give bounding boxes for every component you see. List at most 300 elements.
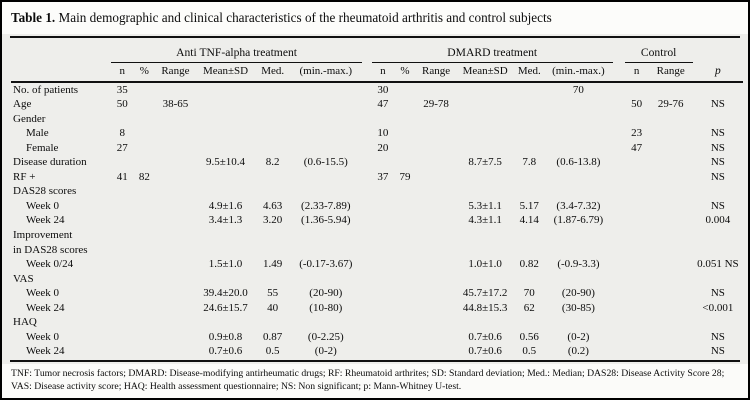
table-cell <box>514 228 544 243</box>
row-label: HAQ <box>13 316 37 329</box>
table-cell <box>514 112 544 127</box>
table-cell <box>416 170 456 185</box>
table-cell <box>256 82 290 98</box>
table-cell <box>155 301 195 316</box>
table-cell <box>290 126 362 141</box>
table-cell <box>133 257 155 272</box>
table-cell <box>195 82 255 98</box>
row-label: DAS28 scores <box>13 185 77 198</box>
table-cell: (0-2) <box>567 330 590 343</box>
table-cell <box>256 315 290 330</box>
table-row <box>11 301 743 316</box>
label-col-header <box>11 62 111 82</box>
spacer-cell <box>362 330 372 345</box>
table-cell <box>625 344 649 359</box>
table-row <box>11 97 743 112</box>
table-cell <box>133 228 155 243</box>
table-cell <box>693 315 743 330</box>
row-label: Week 0 <box>26 287 60 300</box>
table-cell <box>133 330 155 345</box>
table-cell <box>416 272 456 287</box>
table-cell <box>416 286 456 301</box>
table-cell <box>416 344 456 359</box>
table-cell <box>394 243 416 258</box>
table-cell <box>394 257 416 272</box>
table-cell <box>456 228 514 243</box>
table-cell: 30 <box>377 83 389 96</box>
table-cell: (-0.9-3.3) <box>557 258 600 271</box>
table-cell: NS <box>710 127 725 140</box>
table-cell <box>456 97 514 112</box>
table-cell <box>256 243 290 258</box>
table-cell: 45.7±17.2 <box>462 287 508 300</box>
table-cell: 47 <box>377 98 389 111</box>
table-cell <box>625 213 649 228</box>
table-cell: 0.051 NS <box>697 258 739 271</box>
table-cell: NS <box>710 98 725 111</box>
table-cell <box>625 272 649 287</box>
table-cell <box>155 243 195 258</box>
table-cell: 40 <box>267 301 279 314</box>
table-cell: 0.56 <box>519 330 539 343</box>
table-cell <box>625 257 649 272</box>
table-cell <box>372 286 394 301</box>
spacer-cell <box>613 112 625 127</box>
table-cell <box>155 155 195 170</box>
table-cell <box>625 315 649 330</box>
table-cell <box>394 112 416 127</box>
table-cell <box>133 155 155 170</box>
table-cell <box>133 301 155 316</box>
table-cell <box>625 170 649 185</box>
table-cell <box>133 199 155 214</box>
col-percent: % <box>133 62 155 82</box>
table-cell <box>544 228 612 243</box>
row-label: VAS <box>13 272 34 285</box>
spacer-cell <box>613 257 625 272</box>
table-cell <box>514 141 544 156</box>
table-cell <box>649 126 693 141</box>
table-cell: 0.004 <box>705 214 731 227</box>
table-cell: 41 <box>116 170 128 183</box>
table-header <box>11 44 743 82</box>
table-cell <box>693 243 743 258</box>
table-cell <box>111 286 133 301</box>
row-label: Week 24 <box>26 301 65 314</box>
table-row <box>11 344 743 359</box>
table-cell <box>456 243 514 258</box>
table-cell: 0.82 <box>519 258 539 271</box>
row-label: in DAS28 scores <box>13 243 88 256</box>
table-cell <box>195 272 255 287</box>
table-cell: (20-90) <box>309 287 343 300</box>
table-row <box>11 257 743 272</box>
table-cell: 7.8 <box>522 156 537 169</box>
table-cell: NS <box>710 170 725 183</box>
p-col-spacer <box>693 44 743 63</box>
table-cell: 82 <box>138 170 150 183</box>
table-cell <box>256 272 290 287</box>
col-mean-sd: Mean±SD <box>195 62 255 82</box>
table-cell: 4.14 <box>519 214 539 227</box>
table-cell: NS <box>710 156 725 169</box>
table-cell <box>372 272 394 287</box>
title-band <box>2 2 748 34</box>
col-min-max: (min.-max.) <box>544 62 612 82</box>
table-cell <box>416 243 456 258</box>
table-cell <box>394 330 416 345</box>
table-cell <box>456 184 514 199</box>
table-row <box>11 82 743 98</box>
table-cell <box>649 82 693 98</box>
table-cell: 23 <box>631 127 643 140</box>
table-cell: 50 <box>116 98 128 111</box>
table-cell: 1.0±1.0 <box>468 258 502 271</box>
table-cell: 44.8±15.3 <box>462 301 508 314</box>
table-cell: <0.001 <box>702 301 734 314</box>
table-cell <box>416 199 456 214</box>
table-cell <box>155 257 195 272</box>
table-cell: 20 <box>377 141 389 154</box>
table-cell <box>133 243 155 258</box>
table-cell <box>416 213 456 228</box>
table-cell <box>133 112 155 127</box>
table-cell <box>514 272 544 287</box>
group-anti-tnf: Anti TNF-alpha treatment <box>111 44 362 63</box>
table-cell <box>514 126 544 141</box>
spacer-cell <box>613 228 625 243</box>
table-cell <box>649 213 693 228</box>
row-label: Week 24 <box>26 214 65 227</box>
group-spacer <box>362 44 372 63</box>
table-cell <box>514 170 544 185</box>
table-cell <box>133 97 155 112</box>
spacer-cell <box>362 199 372 214</box>
table-cell <box>456 272 514 287</box>
table-cell <box>693 272 743 287</box>
table-row <box>11 330 743 345</box>
table-cell: 4.3±1.1 <box>468 214 502 227</box>
table-cell <box>649 286 693 301</box>
table-title <box>11 10 739 27</box>
table-cell: NS <box>710 345 725 358</box>
table-row <box>11 170 743 185</box>
table-cell <box>649 272 693 287</box>
table-cell <box>625 243 649 258</box>
table-cell <box>416 141 456 156</box>
table-cell <box>195 141 255 156</box>
table-cell: (0.2) <box>567 345 589 358</box>
table-cell <box>133 344 155 359</box>
spacer-cell <box>613 315 625 330</box>
table-cell <box>544 184 612 199</box>
demographics-table <box>11 44 743 359</box>
table-cell <box>416 330 456 345</box>
table-cell <box>111 301 133 316</box>
table-cell <box>290 97 362 112</box>
table-row <box>11 112 743 127</box>
table-cell <box>693 184 743 199</box>
table-cell <box>649 112 693 127</box>
group-spacer <box>613 62 625 82</box>
col-n: n <box>111 62 133 82</box>
table-cell <box>394 141 416 156</box>
table-cell <box>514 243 544 258</box>
table-cell <box>544 112 612 127</box>
table-cell: 5.3±1.1 <box>468 199 502 212</box>
table-cell: 3.4±1.3 <box>208 214 243 227</box>
table-cell <box>155 170 195 185</box>
table-cell <box>133 315 155 330</box>
spacer-cell <box>362 170 372 185</box>
table-cell <box>649 228 693 243</box>
table-cell: 0.87 <box>263 330 283 343</box>
table-cell <box>649 141 693 156</box>
table-cell: 37 <box>377 170 389 183</box>
col-n: n <box>372 62 394 82</box>
table-cell <box>133 126 155 141</box>
table-cell <box>416 126 456 141</box>
spacer-cell <box>613 82 625 98</box>
table-cell <box>394 155 416 170</box>
table-cell <box>649 330 693 345</box>
spacer-cell <box>362 112 372 127</box>
table-cell <box>256 126 290 141</box>
table-cell: 8.2 <box>265 156 280 169</box>
table-cell: 1.5±1.0 <box>208 258 243 271</box>
table-row <box>11 141 743 156</box>
table-cell <box>649 257 693 272</box>
table-cell: (20-90) <box>561 287 595 300</box>
rule-below-title <box>10 36 740 38</box>
row-label: Gender <box>13 112 46 125</box>
table-cell <box>290 272 362 287</box>
table-cell: 24.6±15.7 <box>203 301 248 314</box>
table-cell <box>649 315 693 330</box>
table-cell <box>416 155 456 170</box>
spacer-cell <box>362 155 372 170</box>
table-cell <box>195 228 255 243</box>
table-row <box>11 272 743 287</box>
table-cell <box>372 228 394 243</box>
table-cell <box>111 257 133 272</box>
table-cell <box>693 112 743 127</box>
table-cell <box>372 344 394 359</box>
table-cell <box>394 272 416 287</box>
table-cell <box>544 126 612 141</box>
table-cell <box>649 199 693 214</box>
table-cell <box>456 82 514 98</box>
spacer-cell <box>362 272 372 287</box>
column-header-row <box>11 62 743 82</box>
col-range: Range <box>155 62 195 82</box>
table-cell: 10 <box>377 127 389 140</box>
table-cell <box>133 286 155 301</box>
table-cell <box>195 243 255 258</box>
table-cell <box>625 301 649 316</box>
table-cell <box>394 228 416 243</box>
row-label: Female <box>26 141 59 154</box>
table-cell: 0.5 <box>265 345 280 358</box>
table-cell <box>456 141 514 156</box>
table-cell <box>133 184 155 199</box>
table-cell <box>155 272 195 287</box>
table-cell <box>256 112 290 127</box>
row-label: No. of patients <box>13 83 79 96</box>
table-cell: 0.7±0.6 <box>468 345 502 358</box>
table-cell <box>514 97 544 112</box>
table-cell <box>625 155 649 170</box>
spacer-cell <box>362 184 372 199</box>
group-spacer <box>362 62 372 82</box>
row-label: Male <box>26 127 49 140</box>
table-cell <box>514 184 544 199</box>
table-cell <box>133 141 155 156</box>
table-cell: (10-80) <box>309 301 343 314</box>
table-cell <box>111 243 133 258</box>
table-cell <box>256 170 290 185</box>
spacer-cell <box>362 228 372 243</box>
spacer-cell <box>362 97 372 112</box>
table-cell: (0.6-15.5) <box>303 156 348 169</box>
table-cell <box>394 286 416 301</box>
table-cell <box>195 170 255 185</box>
table-cell <box>155 213 195 228</box>
table-cell <box>256 184 290 199</box>
footnote-band <box>2 364 748 398</box>
spacer-cell <box>362 257 372 272</box>
spacer-cell <box>362 126 372 141</box>
table-cell <box>625 112 649 127</box>
table-cell: NS <box>710 330 725 343</box>
spacer-cell <box>613 97 625 112</box>
table-cell <box>290 184 362 199</box>
table-cell: 79 <box>399 170 411 183</box>
table-cell: 47 <box>631 141 643 154</box>
table-cell <box>372 184 394 199</box>
table-cell <box>394 82 416 98</box>
group-header-row <box>11 44 743 63</box>
table-cell <box>290 228 362 243</box>
table-cell: NS <box>710 287 725 300</box>
table-cell: 8 <box>119 127 126 140</box>
table-cell: NS <box>710 199 725 212</box>
table-row <box>11 126 743 141</box>
rule-above-footnote <box>10 360 740 362</box>
table-cell: NS <box>710 141 725 154</box>
row-label: Week 0 <box>26 330 60 343</box>
table-area <box>2 34 748 365</box>
table-cell <box>456 112 514 127</box>
table-row <box>11 228 743 243</box>
table-cell <box>649 301 693 316</box>
table-cell: 29-78 <box>423 98 449 111</box>
row-label: RF + <box>13 170 36 183</box>
table-cell <box>416 257 456 272</box>
table-cell <box>372 213 394 228</box>
table-cell: 0.7±0.6 <box>208 345 243 358</box>
table-cell <box>394 126 416 141</box>
table-cell <box>372 243 394 258</box>
table-cell <box>394 97 416 112</box>
table-cell <box>111 213 133 228</box>
col-p-value: p <box>693 62 743 82</box>
row-label: Week 24 <box>26 345 65 358</box>
table-row <box>11 199 743 214</box>
table-cell <box>290 112 362 127</box>
table-cell <box>544 272 612 287</box>
table-cell: 4.63 <box>263 199 283 212</box>
table-caption: Main demographic and clinical characteristics of the rheumatoid arthritis and control subjects <box>55 10 552 25</box>
table-cell: 8.7±7.5 <box>468 156 502 169</box>
table-cell <box>256 141 290 156</box>
table-cell <box>372 315 394 330</box>
table-cell <box>290 82 362 98</box>
table-cell <box>155 199 195 214</box>
table-cell: 9.5±10.4 <box>206 156 246 169</box>
row-label: Week 0 <box>26 199 60 212</box>
table-cell: (1.87-6.79) <box>553 214 604 227</box>
spacer-cell <box>362 301 372 316</box>
table-footnote: TNF: Tumor necrosis factors; DMARD: Disease-modifying antirheumatic drugs; RF: Rheumatoid arthrites; SD: Standard deviation; Med.: Median; DAS28: Disease Activity Score 28; VAS: Disease activity score; HAQ: Health assessment questionnaire; NS: Non significant; p: Mann-Whitney U-test. <box>11 368 725 392</box>
table-cell <box>372 155 394 170</box>
table-cell <box>155 344 195 359</box>
col-range: Range <box>416 62 456 82</box>
table-cell <box>155 82 195 98</box>
table-cell <box>544 243 612 258</box>
row-label: Week 0/24 <box>26 258 74 271</box>
table-cell <box>394 315 416 330</box>
table-row <box>11 315 743 330</box>
table-cell: 38-65 <box>162 98 189 111</box>
table-cell <box>514 315 544 330</box>
spacer-cell <box>613 243 625 258</box>
table-cell <box>195 184 255 199</box>
col-range: Range <box>649 62 693 82</box>
table-cell <box>111 228 133 243</box>
table-cell <box>256 228 290 243</box>
table-cell <box>372 112 394 127</box>
table-cell <box>195 112 255 127</box>
table-cell: 4.9±1.6 <box>208 199 243 212</box>
spacer-cell <box>362 315 372 330</box>
table-row <box>11 155 743 170</box>
table-row <box>11 286 743 301</box>
group-control: Control <box>625 44 693 63</box>
spacer-cell <box>613 301 625 316</box>
table-cell <box>195 126 255 141</box>
table-cell <box>372 301 394 316</box>
table-cell <box>625 330 649 345</box>
table-cell: 29-76 <box>657 98 684 111</box>
col-n: n <box>625 62 649 82</box>
table-cell <box>372 330 394 345</box>
table-cell <box>416 315 456 330</box>
table-cell <box>394 184 416 199</box>
table-cell <box>649 243 693 258</box>
group-dmard: DMARD treatment <box>372 44 613 63</box>
table-cell: (0-2) <box>314 345 337 358</box>
table-cell: 39.4±20.0 <box>203 287 248 300</box>
table-cell: 70 <box>523 287 535 300</box>
spacer-cell <box>613 170 625 185</box>
table-cell <box>456 315 514 330</box>
table-cell: 27 <box>116 141 128 154</box>
table-cell <box>394 213 416 228</box>
table-cell <box>649 155 693 170</box>
row-label: Improvement <box>13 228 73 241</box>
table-cell <box>290 243 362 258</box>
